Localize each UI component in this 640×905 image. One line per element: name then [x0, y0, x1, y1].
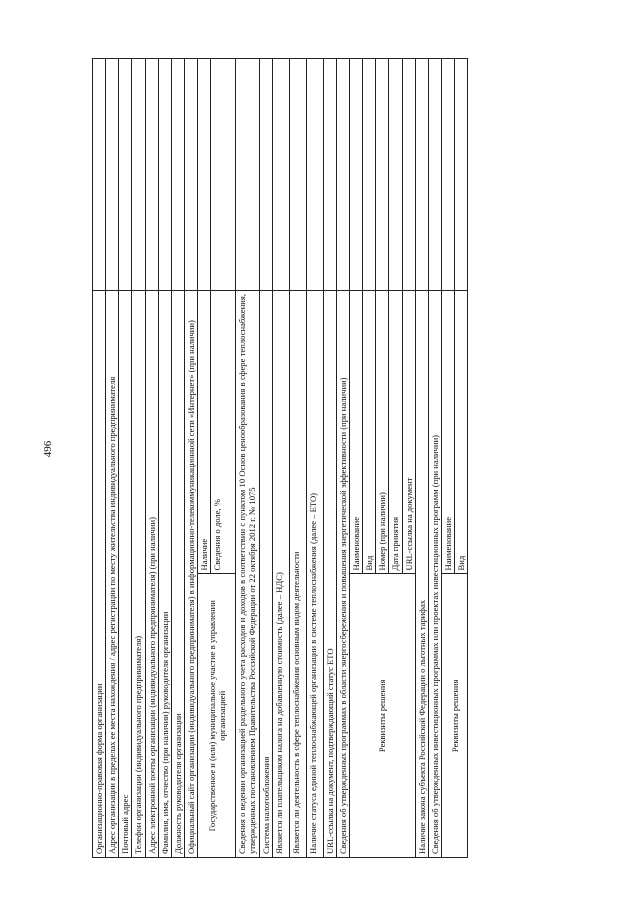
value-cell	[158, 59, 171, 291]
value-cell	[289, 59, 306, 291]
table-row	[119, 59, 132, 858]
value-cell	[415, 59, 428, 291]
row-label: Наличие закона субъекта Российской Федерации о льготных тарифах	[415, 291, 428, 858]
row-label: Официальный сайт организации (индивидуального предпринимателя) в информационно-телекоммуникационной сети «Интернет» (при наличии)	[184, 291, 197, 858]
value-cell	[376, 59, 389, 291]
row-label: Почтовый адрес	[119, 291, 132, 858]
sub-label: Наименование	[349, 291, 362, 575]
table-row	[236, 59, 259, 858]
table-row	[441, 59, 454, 858]
row-label: Система налогообложения	[259, 291, 272, 858]
row-label: Фамилия, имя, отчество (при наличии) руководителя организации	[158, 291, 171, 858]
row-label: Является ли деятельность в сфере теплоснабжения основным видом деятельности	[289, 291, 306, 858]
row-label: Телефон организации (индивидуального предпринимателя)	[132, 291, 145, 858]
value-cell	[402, 59, 415, 291]
value-cell	[349, 59, 362, 291]
row-label: Реквизиты решения	[349, 574, 415, 858]
value-cell	[428, 59, 441, 291]
table-row	[198, 59, 211, 858]
table-row	[106, 59, 119, 858]
row-label: Сведения об утвержденных инвестиционных программах или проектах инвестиционных программ (при наличии)	[428, 291, 441, 858]
value-cell	[272, 59, 289, 291]
value-cell	[93, 59, 106, 291]
value-cell	[306, 59, 323, 291]
row-label: Сведения об утвержденных программах в области энергосбережения и повышения энергетической эффективности (при наличии)	[336, 291, 349, 858]
sub-label: Дата принятия	[389, 291, 402, 575]
table-row	[428, 59, 441, 858]
table-row	[93, 59, 106, 858]
table-row	[272, 59, 289, 858]
value-cell	[171, 59, 184, 291]
table-row	[259, 59, 272, 858]
sub-label: Вид	[363, 291, 376, 575]
row-label: Адрес электронной почты организации (индивидуального предпринимателя) (при наличии)	[145, 291, 158, 858]
row-label: Сведения о ведении организацией раздельного учета расходов и доходов в соответствии с пунктом 10 Основ ценообразования в сфере теплоснабжения, утвержденных постановлением Правительства Российской Федерации от 22 октября 2012 г. № 1075	[236, 291, 259, 858]
value-cell	[184, 59, 197, 291]
value-cell	[363, 59, 376, 291]
row-label: URL-ссылка на документ, подтверждающий статус ЕТО	[323, 291, 336, 858]
sub-label: Сведения о доле, %	[211, 291, 236, 575]
table-row	[289, 59, 306, 858]
table-row	[145, 59, 158, 858]
value-cell	[119, 59, 132, 291]
value-cell	[236, 59, 259, 291]
row-label: Адрес организации в пределах ее места нахождения / адрес регистрации по месту жительства индивидуального предпринимателя	[106, 291, 119, 858]
value-cell	[455, 59, 468, 291]
value-cell	[441, 59, 454, 291]
sub-label: Наименование	[441, 291, 454, 575]
row-label: Реквизиты решения	[441, 574, 467, 858]
table-row	[171, 59, 184, 858]
page-number: 496	[42, 440, 54, 458]
row-label: Государственное и (или) муниципальное участие в управлении организацией	[198, 574, 236, 858]
value-cell	[145, 59, 158, 291]
value-cell	[211, 59, 236, 291]
table-row	[323, 59, 336, 858]
value-cell	[336, 59, 349, 291]
value-cell	[198, 59, 211, 291]
sub-label: Наличие	[198, 291, 211, 575]
table-row	[415, 59, 428, 858]
value-cell	[106, 59, 119, 291]
value-cell	[323, 59, 336, 291]
table-row	[132, 59, 145, 858]
value-cell	[389, 59, 402, 291]
sub-label: Номер (при наличии)	[376, 291, 389, 575]
table-row	[306, 59, 323, 858]
value-cell	[132, 59, 145, 291]
sub-label: Вид	[455, 291, 468, 575]
table-row	[184, 59, 197, 858]
table-row	[158, 59, 171, 858]
row-label: Наличие статуса единой теплоснабжающей организации в системе теплоснабжения (далее – ЕТО)	[306, 291, 323, 858]
row-label: Является ли плательщиком налога на добавленную стоимость (далее – НДС)	[272, 291, 289, 858]
rotated-form	[92, 58, 547, 858]
organization-info-table	[92, 58, 468, 858]
row-label: Организационно-правовая форма организации	[93, 291, 106, 858]
table-row	[349, 59, 362, 858]
sub-label: URL-ссылка на документ	[402, 291, 415, 575]
value-cell	[259, 59, 272, 291]
row-label: Должность руководителя организации	[171, 291, 184, 858]
table-row	[336, 59, 349, 858]
